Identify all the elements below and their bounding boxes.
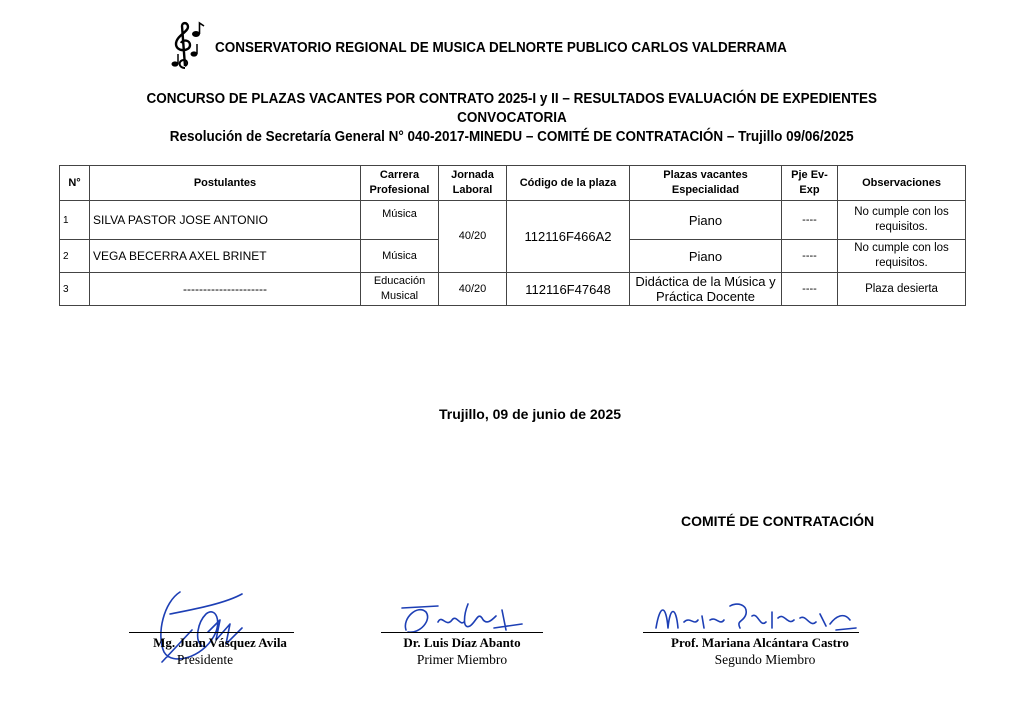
row-num: 2 [60, 240, 90, 273]
institution-name: CONSERVATORIO REGIONAL DE MUSICA DELNORTE PUBLICO CARLOS VALDERRAMA [215, 40, 787, 56]
row-applicant: VEGA BECERRA AXEL BRINET [90, 240, 361, 273]
row-career: Música [361, 240, 439, 273]
row-score: ---- [782, 201, 838, 240]
signatory-role: Segundo Miembro [714, 652, 816, 667]
row-code: 112116F466A2 [507, 201, 630, 273]
row-specialty: Didáctica de la Música y Práctica Docente [630, 273, 782, 306]
document-title: CONCURSO DE PLAZAS VACANTES POR CONTRATO 2025-I y II – RESULTADOS EVALUACIÓN DE EXPEDIENTES [146, 91, 878, 107]
row-schedule: 40/20 [439, 201, 507, 273]
signature-mark [398, 600, 523, 640]
row-applicant: --------------------- [90, 273, 361, 306]
row-specialty: Piano [630, 201, 782, 240]
document-subtitle: CONVOCATORIA [457, 110, 567, 126]
place-date: Trujillo, 09 de junio de 2025 [438, 406, 622, 422]
table-row [60, 273, 966, 306]
row-observation: Plaza desierta [838, 273, 966, 306]
header-applicants: Postulantes [90, 166, 361, 201]
header-num: N° [60, 166, 90, 201]
row-observation: No cumple con los requisitos. [838, 201, 966, 240]
header-observations: Observaciones [838, 166, 966, 201]
row-career: Educación Musical [361, 273, 439, 306]
committee-heading: COMITÉ DE CONTRATACIÓN [681, 513, 875, 529]
signatory-name: Dr. Luis Díaz Abanto [403, 635, 521, 650]
row-career: Música [361, 201, 439, 240]
signature-line [381, 632, 543, 633]
signatory-name: Mg. Juan Vásquez Avila [153, 635, 287, 650]
row-observation: No cumple con los requisitos. [838, 240, 966, 273]
table-row [60, 201, 966, 240]
header-career: Carrera Profesional [361, 166, 439, 201]
row-code: 112116F47648 [507, 273, 630, 306]
signatory-role: Presidente [176, 652, 234, 667]
row-score: ---- [782, 240, 838, 273]
header-code: Código de la plaza [507, 166, 630, 201]
signature-mark [650, 598, 860, 640]
signature-line [129, 632, 294, 633]
table-header-row [60, 166, 966, 201]
header-vacancies: Plazas vacantes Especialidad [630, 166, 782, 201]
row-num: 3 [60, 273, 90, 306]
header-schedule: Jornada Laboral [439, 166, 507, 201]
row-num: 1 [60, 201, 90, 240]
signatory-role: Primer Miembro [416, 652, 508, 667]
row-score: ---- [782, 273, 838, 306]
row-specialty: Piano [630, 240, 782, 273]
results-table [59, 165, 966, 306]
signature-line [643, 632, 859, 633]
music-clef-notes-icon [166, 20, 206, 72]
resolution-line: Resolución de Secretaría General N° 040-2017-MINEDU – COMITÉ DE CONTRATACIÓN – Trujillo 09/06/2025 [170, 129, 854, 145]
header-score: Pje Ev- Exp [782, 166, 838, 201]
row-schedule: 40/20 [439, 273, 507, 306]
signatory-name: Prof. Mariana Alcántara Castro [671, 635, 849, 650]
row-applicant: SILVA PASTOR JOSE ANTONIO [90, 201, 361, 240]
